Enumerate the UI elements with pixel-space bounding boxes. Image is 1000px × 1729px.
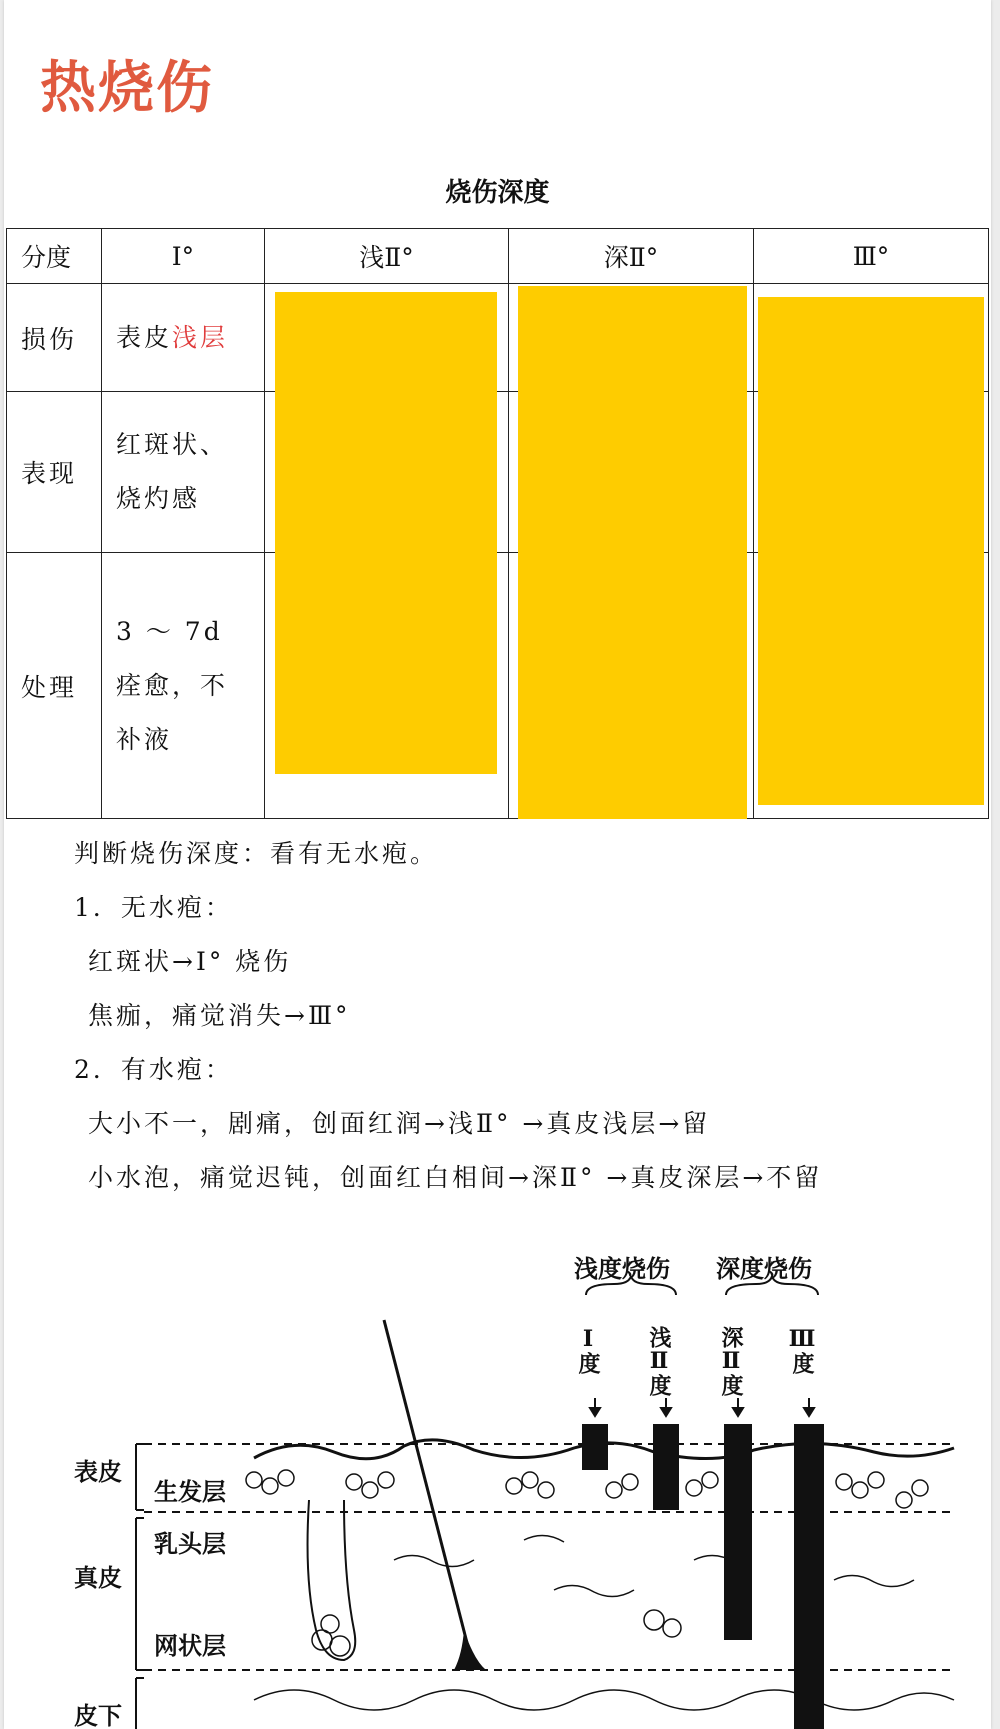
degree-label: Ⅲ度 xyxy=(789,1326,815,1374)
degree-label: 浅Ⅱ度 xyxy=(646,1326,672,1396)
layer-label: 网状层 xyxy=(154,1631,226,1660)
row-label: 处理 xyxy=(7,553,102,819)
header-cell: 浅Ⅱ° xyxy=(265,229,509,284)
notes-intro: 判断烧伤深度：看有无水疱。 xyxy=(74,839,439,868)
table-caption: 烧伤深度 xyxy=(445,178,550,208)
layer-label: 生发层 xyxy=(154,1477,226,1506)
group-label-deep: 深度烧伤 xyxy=(716,1254,812,1283)
cell-text: 表皮 xyxy=(116,322,173,352)
section-title: 2．有水疱： xyxy=(74,1055,233,1084)
layer-label: 皮下 xyxy=(74,1701,122,1729)
page-title: 热烧伤 xyxy=(40,56,214,121)
skin-burn-depth-diagram xyxy=(54,1200,974,1729)
layer-label: 真皮 xyxy=(74,1563,122,1592)
answer-cover-block[interactable] xyxy=(518,286,747,819)
table-cell: 红斑状、烧灼感 xyxy=(102,392,265,553)
header-cell: Ⅰ° xyxy=(102,229,265,284)
note-line: 大小不一，剧痛，创面红润→浅Ⅱ° →真皮浅层→留 xyxy=(88,1109,711,1138)
section-title: 1．无水疱： xyxy=(74,893,233,922)
table-header-row xyxy=(7,229,989,284)
header-cell: Ⅲ° xyxy=(754,229,989,284)
answer-cover-block[interactable] xyxy=(758,297,984,805)
note-line: 焦痂，痛觉消失→Ⅲ° xyxy=(88,1001,351,1030)
table-cell: 3 ～ 7d 痊愈，不补液 xyxy=(102,553,265,819)
degree-label: Ⅰ度 xyxy=(575,1326,601,1374)
degree-label: 深Ⅱ度 xyxy=(718,1326,744,1396)
row-label: 表现 xyxy=(7,392,102,553)
highlight-text: 浅层 xyxy=(172,322,229,352)
header-cell: 分度 xyxy=(7,229,102,284)
table-cell xyxy=(102,284,265,392)
header-cell: 深Ⅱ° xyxy=(509,229,754,284)
layer-label: 表皮 xyxy=(74,1457,122,1486)
layer-label: 乳头层 xyxy=(154,1529,226,1558)
note-line: 红斑状→Ⅰ° 烧伤 xyxy=(88,947,292,976)
group-label-shallow: 浅度烧伤 xyxy=(574,1254,670,1283)
row-label: 损伤 xyxy=(7,284,102,392)
document-page xyxy=(4,0,991,1729)
answer-cover-block[interactable] xyxy=(275,292,497,774)
note-line: 小水泡，痛觉迟钝，创面红白相间→深Ⅱ° →真皮深层→不留 xyxy=(88,1163,823,1192)
